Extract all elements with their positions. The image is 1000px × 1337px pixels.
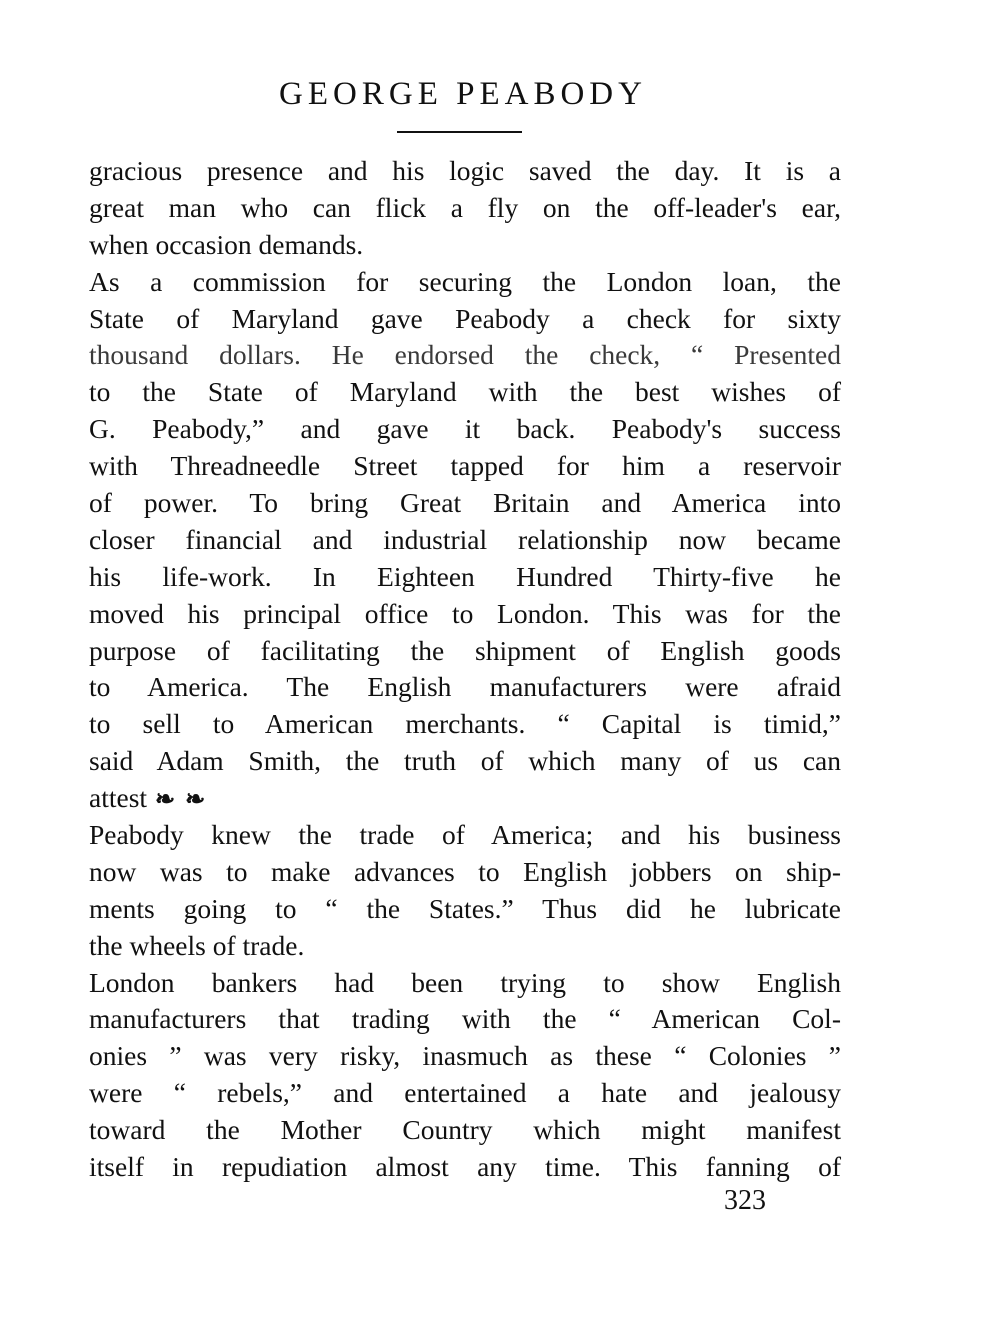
text-line: great man who can flick a fly on the off-leader's ear, (89, 191, 841, 223)
text-line: said Adam Smith, the truth of which many of us can (89, 745, 841, 777)
text-line: London bankers had been trying to show English (89, 966, 841, 998)
text-line: to the State of Maryland with the best wishes of (89, 376, 841, 408)
text-line: State of Maryland gave Peabody a check for sixty (89, 302, 841, 334)
text-line: to America. The English manufacturers were afraid (89, 671, 841, 703)
text-line: toward the Mother Country which might manifest (89, 1114, 841, 1146)
text-line: onies ” was very risky, inasmuch as these “ Colonies ” (89, 1040, 841, 1072)
running-title: GEORGE PEABODY (279, 76, 647, 112)
text-line: G. Peabody,” and gave it back. Peabody's success (89, 413, 841, 445)
text-line: the wheels of trade. (89, 929, 305, 961)
text-line: were “ rebels,” and entertained a hate and jealousy (89, 1077, 841, 1109)
text-line: moved his principal office to London. This was for the (89, 597, 841, 629)
text-line: manufacturers that trading with the “ American Col- (89, 1003, 841, 1035)
text-line: As a commission for securing the London loan, the (89, 265, 841, 297)
text-line: ments going to “ the States.” Thus did he lubricate (89, 892, 841, 924)
text-line: now was to make advances to English jobbers on ship- (89, 855, 841, 887)
text-line: thousand dollars. He endorsed the check, “ Presented (89, 339, 841, 371)
text-line: his life-work. In Eighteen Hundred Thirty-five he (89, 560, 841, 592)
text-line: Peabody knew the trade of America; and his business (89, 819, 841, 851)
text-line: itself in repudiation almost any time. This fanning of (89, 1151, 841, 1183)
header-rule (397, 131, 522, 133)
text-line: gracious presence and his logic saved the day. It is a (89, 155, 841, 186)
text-line: purpose of facilitating the shipment of English goods (89, 634, 841, 666)
text-line-with-ornament (89, 780, 841, 817)
text-line: of power. To bring Great Britain and America into (89, 487, 841, 519)
body-text (89, 153, 841, 1186)
fleuron-ornament-icon: ❧ ❧ (155, 787, 208, 814)
text-line: when occasion demands. (89, 228, 364, 260)
page-number: 323 (724, 1185, 766, 1216)
text-line: with Threadneedle Street tapped for him a reservoir (89, 450, 841, 482)
text-line: to sell to American merchants. “ Capital is timid,” (89, 708, 841, 740)
text-line: closer financial and industrial relationship now became (89, 523, 841, 555)
text-line: attest (89, 782, 148, 814)
